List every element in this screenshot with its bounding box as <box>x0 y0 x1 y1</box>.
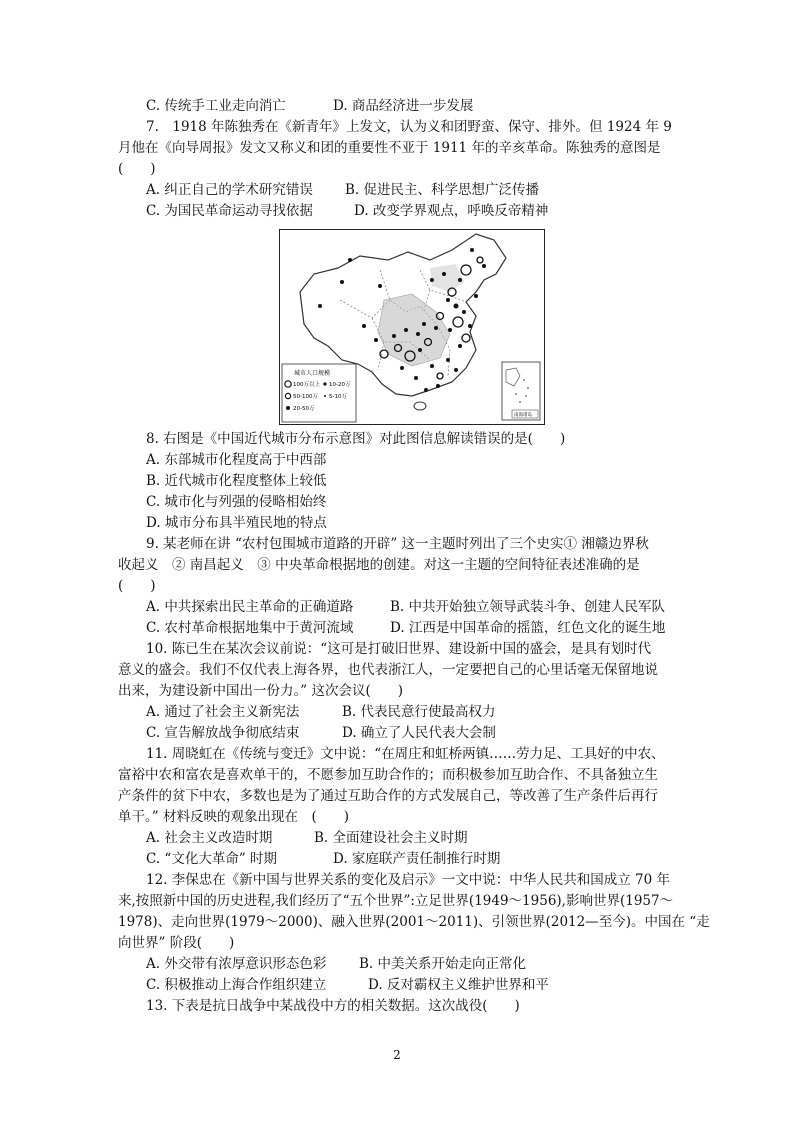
q9-option-b: B. 中共开始独立领导武装斗争、创建人民军队 <box>390 599 666 615</box>
q7-stem-line-2: 月他在《向导周报》发文又称义和团的重要性不亚于 1911 年的辛亥革命。陈独秀的意图是 <box>118 140 661 156</box>
q11-option-c: C. “文化大革命” 时期 <box>146 851 278 867</box>
q9-stem-line-2: 收起义 ② 南昌起义 ③ 中央革命根据地的创建。对这一主题的空间特征表述准确的是 <box>118 557 640 573</box>
legend-20-50w: 20-50万 <box>293 406 315 412</box>
q8-option-d: D. 城市分布具半殖民地的特点 <box>146 515 327 531</box>
q12-stem-line-4: 向世界” 阶段( ) <box>118 935 235 951</box>
question-6-options <box>118 96 683 117</box>
q7-option-d: D. 改变学界观点，呼唤反帝精神 <box>354 203 549 219</box>
legend-10-20w: 10-20万 <box>329 382 351 388</box>
map-graphic <box>280 230 544 424</box>
q7-option-b: B. 促进民主、科学思想广泛传播 <box>345 182 540 198</box>
q9-stem-line-1: 9. 某老师在讲 “农村包围城市道路的开辟” 这一主题时列出了三个史实① 湘赣边界秋 <box>146 536 649 552</box>
q12-stem-line-2: 来,按照新中国的历史进程,我们经历了“五个世界”:立足世界(1949～1956),影响世界(1957～ <box>118 893 674 909</box>
question-12 <box>118 870 710 996</box>
question-11 <box>118 744 683 870</box>
q10-option-b: B. 代表民意行使最高权力 <box>342 704 496 720</box>
legend-50-100w: 50-100万 <box>293 394 318 400</box>
q10-stem-line-2: 意义的盛会。我们不仅代表上海各界，也代表浙江人，一定要把自己的心里话毫无保留地说 <box>118 662 658 678</box>
inset-label: 南海诸岛 <box>514 413 532 418</box>
legend-100w: 100万以上 <box>293 382 320 388</box>
legend-5-10w: 5-10万 <box>329 394 347 400</box>
question-10 <box>118 639 683 744</box>
question-9 <box>118 534 683 639</box>
q7-stem-line-3: ( ) <box>118 161 156 177</box>
question-7 <box>118 117 683 222</box>
question-8 <box>118 429 683 534</box>
q8-stem: 8. 右图是《中国近代城市分布示意图》对此图信息解读错误的是( ) <box>146 431 566 447</box>
page-number: 2 <box>393 1048 401 1062</box>
q11-stem-line-2: 富裕中农和富农是喜欢单干的，不愿参加互助合作的；而积极参加互助合作、不具备独立生 <box>118 767 658 783</box>
q12-option-b: B. 中美关系开始走向正常化 <box>359 956 527 972</box>
q9-option-d: D. 江西是中国革命的摇篮，红色文化的诞生地 <box>390 620 666 636</box>
q10-option-c: C. 宣告解放战争彻底结束 <box>146 725 300 741</box>
q9-option-c: C. 农村革命根据地集中于黄河流域 <box>146 620 354 636</box>
q10-option-a: A. 通过了社会主义新宪法 <box>146 704 300 720</box>
q9-option-a: A. 中共探索出民主革命的正确道路 <box>146 599 354 615</box>
q7-stem-line-1: 7. 1918 年陈独秀在《新青年》上发文，认为义和团野蛮、保守、排外。但 1924 年 9 <box>146 119 672 135</box>
q12-stem-line-3: 1978)、走向世界(1979～2000)、融入世界(2001～2011)、引领世界(2012—至今)。中国在 “走 <box>118 914 710 930</box>
q6-option-c: C. 传统手工业走向消亡 <box>146 98 286 114</box>
q11-stem-line-4: 单干。” 材料反映的观象出现在 ( ) <box>118 809 349 825</box>
q8-option-b: B. 近代城市化程度整体上较低 <box>146 473 327 489</box>
q12-stem-line-1: 12. 李保忠在《新中国与世界关系的变化及启示》一文中说：中华人民共和国成立 70 年 <box>146 872 671 888</box>
q10-stem-line-3: 出来，为建设新中国出一份力。” 这次会议( ) <box>118 683 403 699</box>
q10-stem-line-1: 10. 陈已生在某次会议前说：“这可是打破旧世界、建设新中国的盛会，是具有划时代 <box>146 641 652 657</box>
q7-option-c: C. 为国民革命运动寻找依据 <box>146 203 313 219</box>
q11-option-d: D. 家庭联产责任制推行时期 <box>333 851 501 867</box>
q11-stem-line-1: 11. 周晓虹在《传统与变迁》文中说：“在周庄和虹桥两镇……劳力足、工具好的中农、 <box>146 746 665 762</box>
q11-stem-line-3: 产条件的贫下中农，多数也是为了通过互助合作的方式发展自己，等改善了生产条件后再行 <box>118 788 658 804</box>
q8-option-a: A. 东部城市化程度高于中西部 <box>146 452 327 468</box>
q9-stem-line-3: ( ) <box>118 578 156 594</box>
q13-stem: 13. 下表是抗日战争中某战役中方的相关数据。这次战役( ) <box>146 998 520 1014</box>
q8-option-c: C. 城市化与列强的侵略相始终 <box>146 494 327 510</box>
q7-option-a: A. 纠正自己的学术研究错误 <box>146 182 313 198</box>
question-13 <box>118 996 683 1017</box>
q11-option-a: A. 社会主义改造时期 <box>146 830 273 846</box>
q6-option-d: D. 商品经济进一步发展 <box>333 98 474 114</box>
q12-option-a: A. 外交带有浓厚意识形态色彩 <box>146 956 327 972</box>
q10-option-d: D. 确立了人民代表大会制 <box>342 725 496 741</box>
q12-option-d: D. 反对霸权主义维护世界和平 <box>368 977 549 993</box>
q11-option-b: B. 全面建设社会主义时期 <box>314 830 468 846</box>
legend-title: 城市人口规模 <box>294 370 331 377</box>
q12-option-c: C. 积极推动上海合作组织建立 <box>146 977 327 993</box>
china-city-distribution-map <box>279 229 545 425</box>
